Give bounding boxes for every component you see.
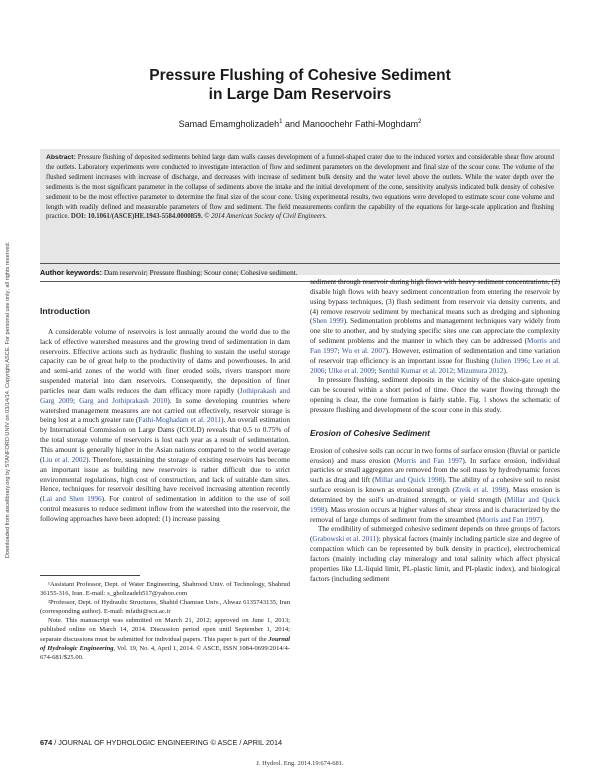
citation-link[interactable]: Grabowski et al. 2011 — [312, 535, 377, 544]
citation-link[interactable]: Morris and Fan 1997 — [478, 515, 540, 524]
citation-footer: J. Hydrol. Eng. 2014.19:674-681. — [256, 760, 344, 767]
erosion-heading: Erosion of Cohesive Sediment — [310, 427, 430, 438]
copyright: © 2014 American Society of Civil Engineers. — [204, 213, 327, 221]
paragraph-continued: sediment through reservoir during high flows with heavy sediment concentrations, (2) disable high flows with heavy sediment concentration from entering the reservoir by using bypass techniques, (3) flush sediment from reservoir via density currents, and (4) remove reservoir sediment by mechanical means such as dredging and siphoning (Shen 1999). Sedimentation problems and management techniques vary widely from one site to another, and by studying specific sites one can appreciate the complexity of sediment problems and the manner in which they can be addressed (Morris and Fan 1997; Wu et al. 2007). However, estimation of sedimentation and time variation of reservoir trap efficiency is an important issue for flushing (Julien 1996; Lee et al. 2006; Ulke et al. 2009; Senthil Kumar et al. 2012; Mizumura 2012). — [310, 278, 561, 375]
author-1: Samad Emamgholizadeh — [178, 119, 280, 129]
citation-link[interactable]: Morris and Fan 1997 — [310, 337, 560, 355]
author-list — [40, 119, 560, 129]
footnote-2: ²Professor, Dept. of Hydraulic Structures, Shahid Chamran Univ., Ahwaz 6135743135, Iran (corresponding author). E-mail: mfathi@scu.ac.ir — [40, 599, 290, 616]
page-footer — [40, 738, 282, 747]
abstract — [46, 153, 554, 222]
manuscript-note: Note. This manuscript was submitted on March 21, 2012; approved on June 1, 2013; published online on March 14, 2014. Discussion period open until September 1, 2014; separate discussions must be submitted for individual papers. This paper is part of the Journal of Hydrologic Engineering, Vol. 19, No. 4, April 1, 2014. © ASCE, ISSN 1084-0699/2014/4-674-681/$25.00. — [40, 617, 291, 661]
author-2: Manoochehr Fathi-Moghdam — [302, 119, 419, 129]
citation-link[interactable]: Jothiprakash and Garg 2009 — [40, 386, 290, 405]
citation-link[interactable]: Millar and Quick 1998 — [374, 476, 443, 485]
citation-link[interactable]: Lai and Shen 1996 — [42, 495, 102, 504]
right-column — [310, 278, 560, 584]
author-1-affil: 1 — [279, 119, 283, 125]
title-line-1: Pressure Flushing of Cohesive Sediment — [149, 67, 451, 84]
citation-link[interactable]: Fathi-Moghadam et al. 2011 — [138, 416, 222, 425]
erosion-paragraph: Erosion of cohesive soils can occur in two forms of surface erosion (fluvial or particle erosion) and mass erosion (Morris and Fan 1997). In surface erosion, individual particles or small aggregates are removed from the soil mass by hydrodynamic forces such as drag and lift (Millar and Quick 1998). The ability of a cohesive soil to resist surface erosion is known as erosional strength (Zreik et al. 1998). Mass erosion is determined by the soil's un-drained strength, or yield strength (Millar and Quick 1998). Mass erosion occurs at higher values of shear stress and is characterized by the removal of large clumps of sediment from the streambed (Morris and Fan 1997). — [310, 446, 560, 524]
citation-link[interactable]: Wu et al. 2007 — [341, 346, 386, 355]
divider-top — [40, 263, 560, 264]
footnote-rule — [40, 575, 140, 576]
keywords — [40, 268, 560, 277]
citation-link[interactable]: Lee et al. 2006 — [310, 356, 560, 375]
page-number: 674 — [40, 738, 53, 747]
download-notice-text: Downloaded from ascelibrary.org by STANFORD UNIV on 03/14/14. Copyright ASCE. For personal use only; all rights reserved. — [5, 241, 11, 559]
intro-paragraph: A considerable volume of reservoirs is lost annually around the world due to the lack of effective watershed measures and the growing trend of sedimentation in dam reservoirs. Effective actions such as hydraulic flushing to sustain the useful storage capacity can be of great help to the productivity of dams and powerhouses. In arid and semi-arid zones of the world with finer eroded soils, rivers transport more suspended material into dam reservoirs. Consequently, the deposition of finer particles near dam walls reduces the dam efficacy more rapidly (Jothiprakash and Garg 2009; Garg and Jothiprakash 2010). In some developing countries where watershed management measures are not carried out effectively, reservoir storage is being lost at a much greater rate (Fathi-Moghadam et al. 2011). An overall estimation by International Commission on Large Dams (ICOLD) reveals that 0.5 to 0.75% of the total storage volume of reservoirs is lost each year as a result of sedimentation. This amount is generally higher in the Asian nations compared to the world average (Liu et al. 2002). Therefore, sustaining the storage of existing reservoirs has become an important issue as building new reservoirs is rather difficult due to strict environmental regulations, high cost of construction, and lack of suitable dam sites. Hence, techniques for reservoir desilting have received increasing attention recently (Lai and Shen 1996). For control of sedimentation in addition to the use of soil control measures to reduce sediment inflow from the watershed into the reservoir, the following approaches have been adopted: (1) increase passing — [40, 327, 290, 523]
citation-link[interactable]: Garg and Jothiprakash 2010 — [79, 396, 168, 405]
doi-link[interactable]: DOI: 10.1061/(ASCE)HE.1943-5584.0000859. — [70, 213, 203, 221]
citation-link[interactable]: Morris and Fan 1997 — [396, 456, 463, 465]
author-joiner: and — [282, 119, 303, 129]
keywords-label: Author keywords: — [40, 268, 103, 277]
erodibility-paragraph: The erodibility of submerged cohesive sediment depends on three groups of factors (Grabowski et al. 2011): physical factors (mainly including particle size and degree of compaction which can be represented by bulk density in practice), electrochemical factors (mainly including clay mineralogy and total salinity which affect physical properties like LL-liquid limit, PL-plastic limit, and PI-plastic index), and biological factors (including sediment — [310, 525, 560, 583]
paper-title — [40, 66, 560, 104]
citation-link[interactable]: Julien 1996 — [493, 356, 528, 365]
citation-link[interactable]: Ulke et al. 2009 — [328, 366, 375, 375]
footnotes — [40, 580, 290, 662]
citation-link[interactable]: Zreik et al. 1998 — [454, 486, 506, 495]
download-notice — [2, 170, 14, 630]
citation-link[interactable]: Liu et al. 2002 — [42, 455, 87, 464]
left-column — [40, 307, 290, 525]
pressure-flushing-paragraph: In pressure flushing, sediment deposits in the vicinity of the sluice-gate opening can be scoured within a short period of time. Once the water flowing through the opening is clear, the cone formation is fairly stable. Fig. 1 shows the schematic of pressure flushing and development of the scour cone in this study. — [310, 376, 560, 414]
keywords-text: Dam reservoir; Pressure flushing; Scour cone; Cohesive sediment. — [103, 268, 298, 277]
citation-link[interactable]: Senthil Kumar et al. 2012 — [378, 366, 454, 375]
footnote-1: ¹Assistant Professor, Dept. of Water Engineering, Shahrood Univ. of Technology, Shahrud 36155-316, Iran. E-mail: s_gholizadeh517@yahoo.com — [40, 581, 290, 598]
abstract-label: Abstract: — [46, 154, 76, 161]
title-line-2: in Large Dam Reservoirs — [208, 86, 392, 103]
citation-link[interactable]: Shen 1999 — [312, 317, 344, 326]
intro-heading: Introduction — [40, 306, 91, 316]
author-2-affil: 2 — [418, 119, 422, 125]
journal-name: Journal of Hydrologic Engineering — [40, 635, 290, 652]
figure-link[interactable]: 1 — [483, 396, 487, 405]
journal-footer: / JOURNAL OF HYDROLOGIC ENGINEERING © ASCE / APRIL 2014 — [52, 738, 283, 747]
citation-link[interactable]: Mizumura 2012 — [457, 366, 504, 375]
abstract-text: Pressure flushing of deposited sediments behind large dam walls causes development of a funnel-shaped crater due to the induced vortex and considerable shear flow around the outlets. Laboratory experiments were conducted to investigate interaction of flow and sediment parameters on the development and final size of the scour cone. The volume of the flushed sediment increases with increase of discharge, and decreases with increase of sediment bulk density and the water level above the outlets. While the water depth over the sediments is the most significant parameter in the collapse of sediments above the intake and the initial development of the cone, sensitivity analysis indicated bulk density of cohesive sediment to be the most effective parameter to determine the final size of the scour cone. Using experimental results, two equations were developed to estimate scour cone volume and length with readily defined and measurable parameters of flow and sediment. The field measurements confirm the capability of the equations for large-scale application and flushing practice. — [46, 154, 554, 221]
citation-link[interactable]: Millar and Quick 1998 — [310, 495, 560, 514]
